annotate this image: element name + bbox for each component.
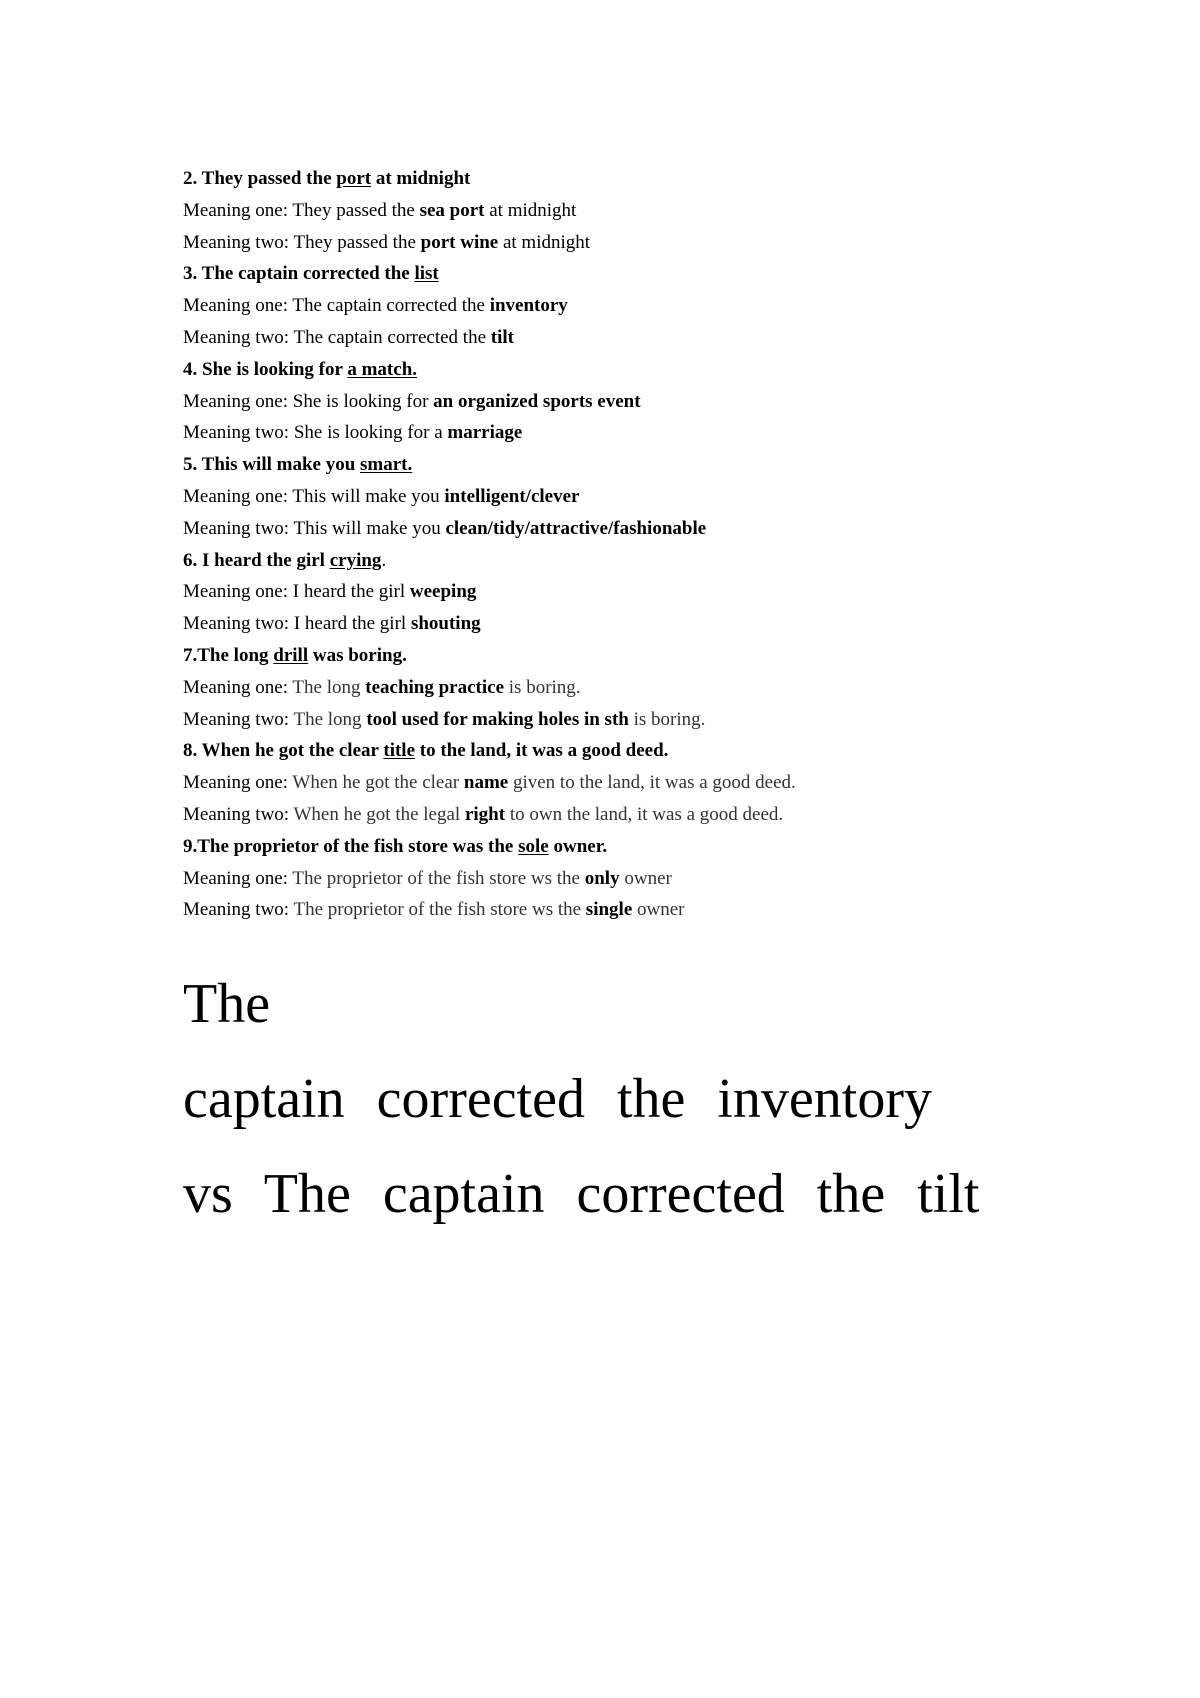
example-8-meaning-one <box>183 767 1083 799</box>
meaning-keyword: name <box>463 772 509 794</box>
meaning-label: Meaning two: <box>183 613 294 635</box>
meaning-label: Meaning two: <box>183 899 294 921</box>
meaning-text: This will make you <box>292 485 445 507</box>
meaning-keyword: inventory <box>489 295 568 317</box>
meaning-text: When he got the legal <box>293 803 465 825</box>
title-text: 7.The long <box>183 644 274 666</box>
example-9-meaning-two <box>183 894 1083 926</box>
title-text: 3. The captain corrected the <box>183 263 415 285</box>
meaning-text: They passed the <box>293 231 421 253</box>
title-text: . <box>381 549 387 571</box>
meaning-text: When he got the clear <box>292 772 464 794</box>
meaning-label: Meaning two: <box>183 708 294 730</box>
example-8-meaning-two <box>183 799 1083 831</box>
title-text: 5. This will make you <box>183 454 361 476</box>
meaning-text: The captain corrected the <box>292 295 490 317</box>
meaning-text: given to the land, it was a good deed. <box>508 772 796 794</box>
meaning-text: is boring. <box>504 676 581 698</box>
meaning-keyword: tool used for making holes in sth <box>366 708 629 730</box>
title-text: 6. I heard the girl <box>183 549 330 571</box>
meaning-text: is boring. <box>628 708 706 730</box>
example-5-meaning-two <box>183 513 1083 545</box>
title-text: was boring. <box>308 644 407 666</box>
meaning-label: Meaning one: <box>183 581 293 603</box>
example-5-meaning-one <box>183 481 1083 513</box>
example-6-title <box>183 545 1083 577</box>
meaning-label: Meaning one: <box>183 485 293 507</box>
document-body <box>183 163 1083 926</box>
ambiguous-word: list <box>414 263 439 285</box>
meaning-text: at midnight <box>498 231 591 253</box>
example-2-meaning-one <box>183 195 1083 227</box>
meaning-text: This will make you <box>293 517 446 539</box>
meaning-label: Meaning one: <box>183 772 293 794</box>
example-8-title <box>183 735 1083 767</box>
meaning-text: to own the land, it was a good deed. <box>505 803 784 825</box>
meaning-text: She is looking for a <box>293 422 448 444</box>
example-2-title <box>183 163 1083 195</box>
example-7-meaning-one <box>183 672 1083 704</box>
meaning-keyword: single <box>585 899 633 921</box>
title-text: 4. She is looking for <box>183 358 348 380</box>
meaning-label: Meaning one: <box>183 199 293 221</box>
ambiguous-word: port <box>336 168 372 189</box>
meaning-label: Meaning two: <box>183 326 294 348</box>
meaning-label: Meaning two: <box>183 803 294 825</box>
example-3-title <box>183 258 1083 290</box>
large-text-line-1: The <box>183 973 271 1035</box>
large-text-line-3: vs The captain corrected the tilt <box>183 1163 980 1225</box>
example-6-meaning-two <box>183 608 1083 640</box>
meaning-text: The captain corrected the <box>293 326 491 348</box>
example-3-meaning-two <box>183 322 1083 354</box>
meaning-text: The proprietor of the fish store ws the <box>292 867 585 889</box>
meaning-text: owner <box>619 867 672 889</box>
meaning-keyword: only <box>584 867 620 889</box>
ambiguous-word: a match. <box>347 358 418 380</box>
example-9-meaning-one <box>183 863 1083 895</box>
meaning-text: I heard the girl <box>292 581 410 603</box>
meaning-label: Meaning two: <box>183 231 294 253</box>
meaning-label: Meaning one: <box>183 390 293 412</box>
meaning-keyword: marriage <box>447 422 523 444</box>
meaning-text: The long <box>293 708 367 730</box>
ambiguous-word: sole <box>518 835 549 857</box>
example-4-title <box>183 354 1083 386</box>
meaning-keyword: clean/tidy/attractive/fashionable <box>445 517 707 539</box>
example-6-meaning-one <box>183 576 1083 608</box>
meaning-keyword: an organized sports event <box>433 390 641 412</box>
example-9-title <box>183 831 1083 863</box>
meaning-label: Meaning one: <box>183 295 293 317</box>
example-7-title <box>183 640 1083 672</box>
meaning-keyword: right <box>464 803 506 825</box>
meaning-label: Meaning two: <box>183 517 294 539</box>
ambiguous-word: drill <box>273 644 309 666</box>
example-4-meaning-one <box>183 386 1083 418</box>
meaning-text: owner <box>632 899 685 921</box>
meaning-label: Meaning one: <box>183 676 293 698</box>
meaning-keyword: tilt <box>490 326 514 348</box>
meaning-keyword: weeping <box>409 581 477 603</box>
example-5-title <box>183 449 1083 481</box>
title-text: 9.The proprietor of the fish store was the <box>183 835 519 857</box>
ambiguous-word: smart. <box>360 454 413 476</box>
title-text: 8. When he got the clear <box>183 740 384 762</box>
meaning-text: at midnight <box>484 199 577 221</box>
meaning-keyword: shouting <box>410 613 481 635</box>
meaning-text: They passed the <box>292 199 420 221</box>
example-2-meaning-two <box>183 227 1083 259</box>
meaning-keyword: sea port <box>419 199 485 221</box>
example-3-meaning-one <box>183 290 1083 322</box>
meaning-text: The proprietor of the fish store ws the <box>293 899 586 921</box>
example-4-meaning-two <box>183 417 1083 449</box>
title-text: to the land, it was a good deed. <box>415 740 669 762</box>
meaning-label: Meaning two: <box>183 422 294 444</box>
meaning-text: The long <box>292 676 366 698</box>
meaning-keyword: port wine <box>420 231 499 253</box>
meaning-text: I heard the girl <box>293 613 411 635</box>
large-comparison-text <box>183 957 1083 1242</box>
meaning-label: Meaning one: <box>183 867 293 889</box>
meaning-keyword: teaching practice <box>365 676 505 698</box>
example-7-meaning-two <box>183 704 1083 736</box>
title-text: at midnight <box>371 168 471 189</box>
title-text: owner. <box>548 835 608 857</box>
meaning-text: She is looking for <box>292 390 434 412</box>
title-text: 2. They passed the <box>183 168 337 189</box>
meaning-keyword: intelligent/clever <box>444 485 580 507</box>
ambiguous-word: title <box>383 740 416 762</box>
large-text-line-2: captain corrected the inventory <box>183 1068 932 1130</box>
ambiguous-word: crying <box>329 549 382 571</box>
